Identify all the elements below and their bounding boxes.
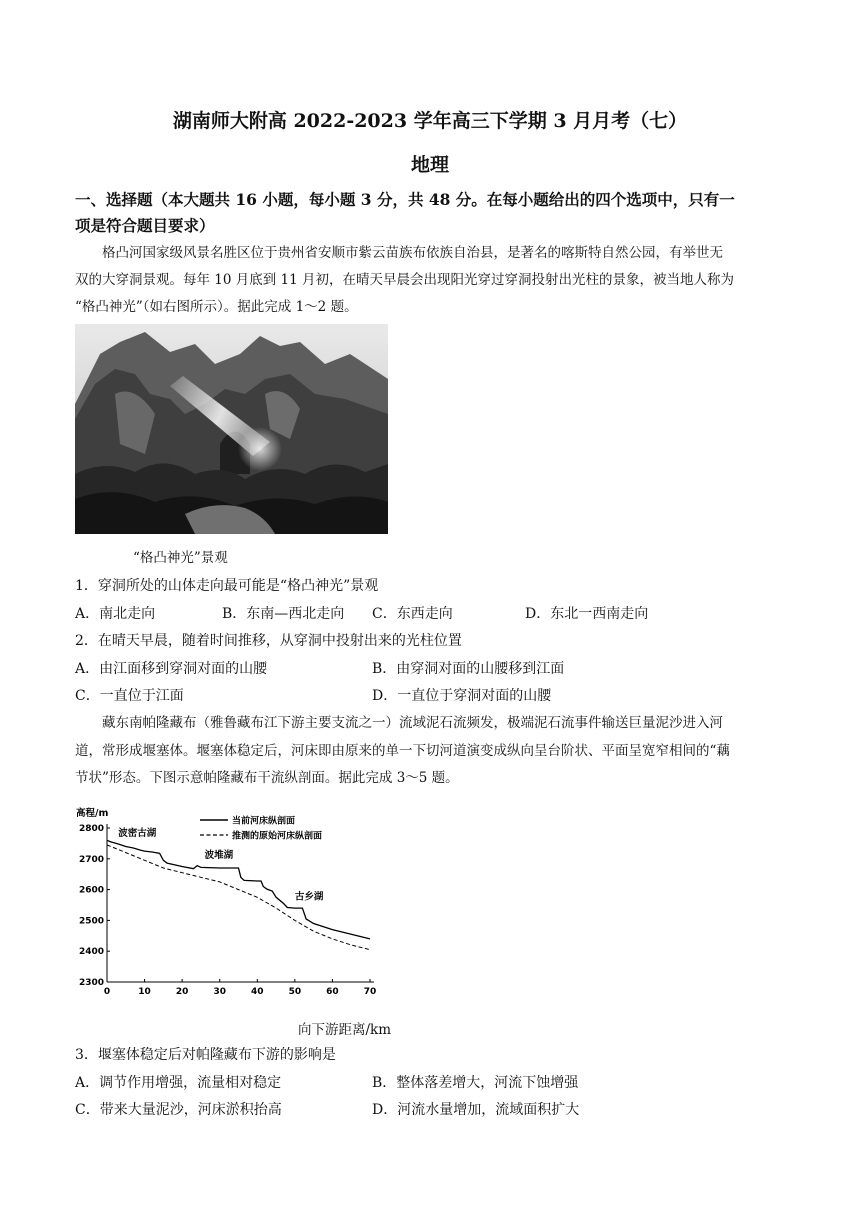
y-tick-label: 2300 — [78, 978, 104, 988]
passage1-line2: 双的大穿洞景观。每年 10 月底到 11 月初，在晴天早晨会出现阳光穿过穿洞投射出光柱的景象，被当地人称为 — [75, 272, 735, 288]
river-profile-chart — [70, 800, 400, 1005]
x-tick-label: 10 — [138, 987, 151, 997]
passage1-line3: “格凸神光”（如右图所示）。据此完成 1～2 题。 — [75, 299, 358, 315]
q3-option-b[interactable]: B．整体落差增大，河流下蚀增强 — [372, 1075, 579, 1091]
q2-option-d[interactable]: D．一直位于穿洞对面的山腰 — [372, 688, 552, 704]
passage2-line3: 节状”形态。下图示意帕隆藏布干流纵剖面。据此完成 3～5 题。 — [75, 770, 459, 786]
y-tick-label: 2500 — [78, 916, 104, 927]
q2-option-a[interactable]: A．由江面移到穿洞对面的山腰 — [75, 661, 268, 677]
y-tick-label: 2800 — [78, 824, 104, 834]
exam-title: 湖南师大附高 2022-2023 学年高三下学期 3 月月考（七） — [172, 110, 688, 132]
passage1-line1: 格凸河国家级风景名胜区位于贵州省安顺市紫云苗族布依族自治县，是著名的喀斯特自然公园，有举世无 — [102, 245, 723, 261]
legend-label: 推测的原始河床纵剖面 — [232, 831, 323, 842]
q3-option-a[interactable]: A．调节作用增强，流量相对稳定 — [75, 1075, 282, 1091]
q1-option-d[interactable]: D．东北一西南走向 — [525, 606, 649, 622]
q2-option-c[interactable]: C．一直位于江面 — [75, 688, 184, 704]
section-heading-line2: 项是符合题目要求） — [75, 216, 215, 235]
x-tick-label: 20 — [175, 987, 189, 997]
passage2-line1: 藏东南帕隆藏布（雅鲁藏布江下游主要支流之一）流域泥石流频发，极端泥石流事件输送巨量泥沙进入河 — [102, 715, 723, 731]
y-axis-label: 高程/m — [76, 808, 109, 819]
q1-option-a[interactable]: A．南北走向 — [75, 606, 156, 622]
original-riverbed-line — [107, 845, 370, 950]
lake-annotation: 波密古湖 — [118, 827, 157, 839]
q3-option-c[interactable]: C．带来大量泥沙，河床淤积抬高 — [75, 1102, 282, 1118]
x-tick-label: 70 — [363, 987, 377, 997]
q1-option-c[interactable]: C．东西走向 — [372, 606, 453, 622]
question-1-stem: 1．穿洞所处的山体走向最可能是“格凸神光”景观 — [75, 578, 379, 594]
x-tick-label: 0 — [103, 987, 111, 997]
karst-landscape-illustration — [75, 324, 388, 534]
y-tick-label: 2400 — [78, 947, 104, 958]
getu-light-photo — [75, 324, 388, 534]
y-tick-label: 2600 — [78, 885, 104, 896]
question-3-stem: 3．堰塞体稳定后对帕隆藏布下游的影响是 — [75, 1047, 336, 1063]
photo-caption: “格凸神光”景观 — [133, 550, 228, 566]
q3-option-d[interactable]: D．河流水量增加，流域面积扩大 — [372, 1102, 580, 1118]
x-tick-label: 50 — [288, 987, 302, 997]
lake-annotation: 古乡湖 — [294, 891, 324, 903]
question-2-stem: 2．在晴天早晨，随着时间推移，从穿洞中投射出来的光柱位置 — [75, 633, 462, 649]
lake-annotation: 波堆湖 — [204, 850, 234, 862]
q1-option-b[interactable]: B．东南—西北走向 — [222, 606, 345, 622]
section-heading-line1: 一、选择题（本大题共 16 小题，每小题 3 分，共 48 分。在每小题给出的四个选项中，只有一 — [75, 190, 735, 209]
y-tick-label: 2700 — [78, 854, 104, 865]
chart-x-axis-label: 向下游距离/km — [298, 1022, 392, 1038]
q2-option-b[interactable]: B．由穿洞对面的山腰移到江面 — [372, 661, 565, 677]
x-tick-label: 30 — [213, 987, 226, 997]
x-tick-label: 60 — [326, 987, 339, 997]
x-tick-label: 40 — [251, 987, 264, 997]
passage2-line2: 道，常形成堰塞体。堰塞体稳定后，河床即由原来的单一下切河道演变成纵向呈台阶状、平面呈宽窄相间的“藕 — [75, 743, 730, 759]
legend-label: 当前河床纵剖面 — [232, 816, 296, 827]
subject-title: 地理 — [410, 154, 449, 176]
